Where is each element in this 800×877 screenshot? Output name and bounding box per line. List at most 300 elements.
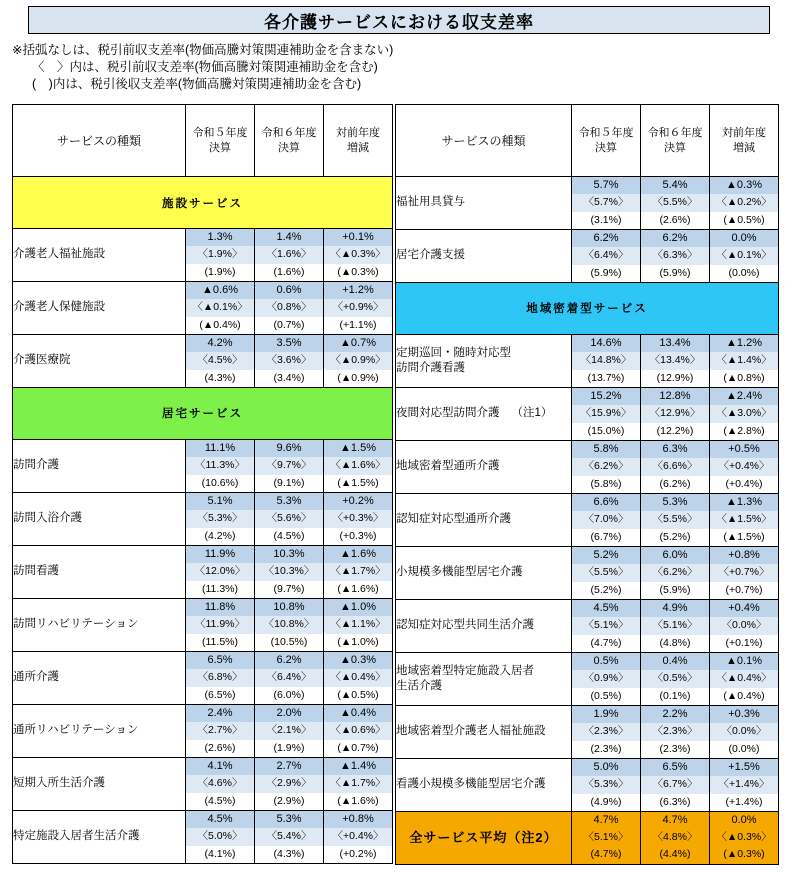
service-name: 認知症対応型通所介護	[396, 513, 511, 526]
cell-row-delta	[710, 758, 779, 811]
value-pretax-nosubsidy: +0.3%	[710, 706, 778, 723]
value-pretax-nosubsidy: 5.0%	[572, 759, 640, 776]
value-pretax-subsidy: 〈▲1.4%〉	[710, 352, 778, 369]
value-pretax-nosubsidy: 5.8%	[572, 441, 640, 458]
service-name: 看護小規模多機能型居宅介護	[396, 778, 546, 791]
value-stack	[186, 652, 254, 704]
service-name: 訪問介護	[13, 459, 59, 472]
header-line-2: 決算	[278, 141, 300, 154]
value-pretax-nosubsidy: ▲0.3%	[324, 652, 392, 669]
value-stack	[710, 335, 778, 387]
value-pretax-subsidy: 〈0.0%〉	[710, 617, 778, 634]
value-pretax-subsidy: 〈10.3%〉	[255, 563, 323, 580]
value-aftertax-subsidy: (6.7%)	[572, 529, 640, 546]
table-row	[13, 439, 393, 492]
table-row	[13, 810, 393, 863]
value-pretax-subsidy: 〈0.0%〉	[710, 723, 778, 740]
value-pretax-nosubsidy: ▲0.7%	[324, 335, 392, 352]
left-section-band-row	[13, 387, 393, 439]
table-row	[13, 598, 393, 651]
value-aftertax-subsidy: (5.2%)	[572, 582, 640, 599]
service-name: 夜間対応型訪問介護 （注1）	[396, 407, 553, 420]
cell-row-fy5	[572, 705, 641, 758]
value-pretax-subsidy: 〈0.9%〉	[572, 670, 640, 687]
legend-note-1: 〈 〉内は、税引前収支差率(物価高騰対策関連補助金を含む)	[32, 60, 378, 74]
service-name-cell	[13, 651, 186, 704]
service-name: 短期入所生活介護	[13, 777, 105, 790]
value-stack	[255, 335, 323, 387]
service-name-cell	[396, 705, 572, 758]
cell-row-delta	[324, 598, 393, 651]
table-row	[396, 652, 779, 705]
service-name: 訪問入浴介護	[13, 512, 82, 525]
value-stack	[255, 282, 323, 334]
value-stack	[572, 388, 640, 440]
value-aftertax-subsidy: (9.1%)	[255, 475, 323, 492]
cell-row-fy6	[641, 229, 710, 282]
header-line-1: 令和５年度	[578, 126, 634, 139]
value-aftertax-subsidy: (▲0.8%)	[710, 370, 778, 387]
column-header-fy5	[572, 105, 641, 177]
value-aftertax-subsidy: (▲0.3%)	[324, 264, 392, 281]
value-stack	[641, 812, 709, 864]
column-header-fy5	[186, 105, 255, 177]
section-band-label: 居宅サービス	[13, 387, 393, 439]
cell-row-fy6	[641, 546, 710, 599]
value-aftertax-subsidy: (5.9%)	[641, 265, 709, 282]
value-pretax-nosubsidy: 4.9%	[641, 600, 709, 617]
service-name-cell	[13, 810, 186, 863]
service-name: 定期巡回・随時対応型	[396, 346, 511, 359]
value-pretax-subsidy: 〈5.0%〉	[186, 828, 254, 845]
value-pretax-nosubsidy: ▲1.5%	[324, 440, 392, 457]
value-aftertax-subsidy: (3.4%)	[255, 370, 323, 387]
value-stack	[710, 547, 778, 599]
value-pretax-subsidy: 〈▲0.3%〉	[710, 829, 778, 846]
table-row	[13, 492, 393, 545]
value-pretax-nosubsidy: ▲0.1%	[710, 653, 778, 670]
legend-note-2: ( )内は、税引後収支差率(物価高騰対策関連補助金を含む)	[32, 77, 362, 91]
value-stack	[710, 759, 778, 811]
service-name-cell	[13, 439, 186, 492]
value-pretax-nosubsidy: 0.6%	[255, 282, 323, 299]
value-stack	[324, 811, 392, 863]
value-aftertax-subsidy: (1.6%)	[255, 264, 323, 281]
column-header-fy6	[255, 105, 324, 177]
column-header-service-type: サービスの種類	[13, 105, 186, 177]
value-pretax-subsidy: 〈▲0.4%〉	[710, 670, 778, 687]
value-pretax-subsidy: 〈+0.4%〉	[710, 458, 778, 475]
value-pretax-nosubsidy: 3.5%	[255, 335, 323, 352]
value-pretax-subsidy: 〈13.4%〉	[641, 352, 709, 369]
value-pretax-subsidy: 〈2.7%〉	[186, 722, 254, 739]
value-aftertax-subsidy: (5.9%)	[641, 582, 709, 599]
value-stack	[641, 335, 709, 387]
average-row	[396, 811, 779, 864]
value-pretax-subsidy: 〈5.5%〉	[641, 194, 709, 211]
service-name: 福祉用具貸与	[396, 196, 465, 209]
cell-row-fy5	[572, 229, 641, 282]
value-aftertax-subsidy: (11.3%)	[186, 581, 254, 598]
value-pretax-subsidy: 〈14.8%〉	[572, 352, 640, 369]
value-pretax-subsidy: 〈▲1.7%〉	[324, 775, 392, 792]
value-pretax-subsidy: 〈5.3%〉	[186, 510, 254, 527]
value-pretax-subsidy: 〈▲0.4%〉	[324, 669, 392, 686]
right-table	[395, 104, 779, 865]
table-row	[13, 545, 393, 598]
cell-row-fy5	[572, 599, 641, 652]
value-aftertax-subsidy: (6.2%)	[641, 476, 709, 493]
value-stack	[324, 758, 392, 810]
cell-row-delta	[710, 493, 779, 546]
value-pretax-nosubsidy: ▲0.4%	[324, 705, 392, 722]
value-aftertax-subsidy: (▲0.7%)	[324, 740, 392, 757]
cell-row-delta	[324, 281, 393, 334]
table-row	[396, 758, 779, 811]
value-aftertax-subsidy: (4.3%)	[255, 846, 323, 863]
cell-row-delta	[710, 546, 779, 599]
value-stack	[641, 494, 709, 546]
header-line-1: 対前年度	[336, 126, 380, 139]
cell-row-delta	[710, 229, 779, 282]
value-pretax-nosubsidy: +0.8%	[324, 811, 392, 828]
cell-row-fy6	[641, 599, 710, 652]
value-pretax-subsidy: 〈15.9%〉	[572, 405, 640, 422]
cell-row-fy5	[572, 440, 641, 493]
value-aftertax-subsidy: (0.0%)	[710, 265, 778, 282]
cell-row-fy6	[255, 439, 324, 492]
page-title: 各介護サービスにおける収支差率	[264, 12, 534, 32]
value-stack	[710, 494, 778, 546]
service-name: 介護老人保健施設	[13, 301, 105, 314]
value-stack	[710, 706, 778, 758]
value-aftertax-subsidy: (4.9%)	[572, 794, 640, 811]
value-stack	[324, 652, 392, 704]
cell-row-fy5	[186, 439, 255, 492]
value-pretax-subsidy: 〈6.7%〉	[641, 776, 709, 793]
value-aftertax-subsidy: (+1.1%)	[324, 317, 392, 334]
cell-row-delta	[710, 440, 779, 493]
value-pretax-subsidy: 〈0.8%〉	[255, 299, 323, 316]
table-row	[396, 177, 779, 230]
value-pretax-subsidy: 〈6.4%〉	[255, 669, 323, 686]
value-pretax-nosubsidy: 4.2%	[186, 335, 254, 352]
value-stack	[641, 653, 709, 705]
value-stack	[255, 705, 323, 757]
cell-row-fy6	[255, 598, 324, 651]
value-aftertax-subsidy: (5.9%)	[572, 265, 640, 282]
header-line-2: 決算	[209, 141, 231, 154]
value-aftertax-subsidy: (1.9%)	[255, 740, 323, 757]
value-pretax-nosubsidy: 6.2%	[572, 230, 640, 247]
value-pretax-nosubsidy: 14.6%	[572, 335, 640, 352]
cell-row-fy5	[186, 334, 255, 387]
cell-row-delta	[324, 334, 393, 387]
cell-row-fy5	[572, 387, 641, 440]
table-row	[13, 281, 393, 334]
header-line-1: 令和６年度	[647, 126, 703, 139]
value-pretax-nosubsidy: 9.6%	[255, 440, 323, 457]
value-pretax-subsidy: 〈▲1.1%〉	[324, 616, 392, 633]
value-aftertax-subsidy: (10.5%)	[255, 634, 323, 651]
value-pretax-nosubsidy: 15.2%	[572, 388, 640, 405]
value-pretax-subsidy: 〈▲1.5%〉	[710, 511, 778, 528]
value-aftertax-subsidy: (9.7%)	[255, 581, 323, 598]
value-pretax-nosubsidy: ▲1.0%	[324, 599, 392, 616]
cell-row-fy6	[255, 545, 324, 598]
value-aftertax-subsidy: (6.0%)	[255, 687, 323, 704]
value-stack	[641, 388, 709, 440]
value-pretax-subsidy: 〈▲0.2%〉	[710, 194, 778, 211]
value-aftertax-subsidy: (+1.4%)	[710, 794, 778, 811]
value-pretax-nosubsidy: 11.9%	[186, 546, 254, 563]
value-aftertax-subsidy: (▲0.9%)	[324, 370, 392, 387]
value-stack	[186, 282, 254, 334]
value-pretax-subsidy: 〈▲0.9%〉	[324, 352, 392, 369]
value-pretax-subsidy: 〈+0.7%〉	[710, 564, 778, 581]
value-aftertax-subsidy: (▲1.6%)	[324, 581, 392, 598]
value-pretax-subsidy: 〈0.5%〉	[641, 670, 709, 687]
value-pretax-nosubsidy: 0.0%	[710, 230, 778, 247]
value-pretax-subsidy: 〈+0.9%〉	[324, 299, 392, 316]
value-stack	[324, 440, 392, 492]
value-stack	[710, 388, 778, 440]
value-pretax-nosubsidy: ▲2.4%	[710, 388, 778, 405]
column-header-fy6	[641, 105, 710, 177]
value-pretax-subsidy: 〈5.1%〉	[572, 617, 640, 634]
value-pretax-nosubsidy: 4.7%	[572, 812, 640, 829]
value-stack	[324, 493, 392, 545]
cell-row-delta	[710, 652, 779, 705]
column-header-service-type: サービスの種類	[396, 105, 572, 177]
service-name-cell	[13, 598, 186, 651]
value-stack	[255, 493, 323, 545]
value-pretax-subsidy: 〈+1.4%〉	[710, 776, 778, 793]
value-pretax-subsidy: 〈7.0%〉	[572, 511, 640, 528]
value-pretax-nosubsidy: +0.1%	[324, 229, 392, 246]
value-aftertax-subsidy: (+0.4%)	[710, 476, 778, 493]
service-name-cell	[396, 440, 572, 493]
value-stack	[186, 758, 254, 810]
value-stack	[324, 335, 392, 387]
value-pretax-nosubsidy: 1.4%	[255, 229, 323, 246]
value-stack	[572, 230, 640, 282]
cell-row-delta	[710, 334, 779, 387]
value-pretax-nosubsidy: 1.9%	[572, 706, 640, 723]
service-name-cell	[396, 334, 572, 387]
service-name-cell	[396, 758, 572, 811]
table-row	[396, 334, 779, 387]
service-name-cell	[396, 229, 572, 282]
cell-row-delta	[324, 704, 393, 757]
value-pretax-nosubsidy: 10.8%	[255, 599, 323, 616]
value-stack	[710, 177, 778, 229]
legend-notes	[12, 42, 782, 93]
cell-row-fy5	[572, 334, 641, 387]
value-pretax-nosubsidy: ▲1.3%	[710, 494, 778, 511]
value-aftertax-subsidy: (+0.2%)	[324, 846, 392, 863]
value-pretax-nosubsidy: 11.8%	[186, 599, 254, 616]
value-stack	[186, 493, 254, 545]
value-pretax-subsidy: 〈▲3.0%〉	[710, 405, 778, 422]
page-title-bar	[28, 6, 770, 34]
left-section-band-row	[13, 177, 393, 229]
cell-row-fy6	[255, 757, 324, 810]
cell-row-fy5	[186, 757, 255, 810]
value-aftertax-subsidy: (2.3%)	[641, 741, 709, 758]
service-name-cell	[396, 599, 572, 652]
value-pretax-nosubsidy: 5.1%	[186, 493, 254, 510]
value-aftertax-subsidy: (11.5%)	[186, 634, 254, 651]
value-stack	[641, 441, 709, 493]
column-header-delta	[710, 105, 779, 177]
value-pretax-subsidy: 〈6.2%〉	[641, 564, 709, 581]
cell-row-fy5	[186, 545, 255, 598]
value-pretax-subsidy: 〈6.2%〉	[572, 458, 640, 475]
service-name-cell	[13, 229, 186, 282]
cell-row-fy6	[255, 651, 324, 704]
value-aftertax-subsidy: (2.6%)	[186, 740, 254, 757]
service-name: 小規模多機能型居宅介護	[396, 566, 523, 579]
cell-row-fy6	[255, 704, 324, 757]
value-aftertax-subsidy: (▲1.5%)	[324, 475, 392, 492]
value-pretax-subsidy: 〈5.6%〉	[255, 510, 323, 527]
value-pretax-nosubsidy: ▲1.6%	[324, 546, 392, 563]
service-name: 全サービス平均（注2）	[409, 830, 558, 846]
value-aftertax-subsidy: (▲1.6%)	[324, 793, 392, 810]
value-pretax-nosubsidy: 13.4%	[641, 335, 709, 352]
cell-row-delta	[324, 545, 393, 598]
cell-row-fy6	[255, 281, 324, 334]
value-pretax-nosubsidy: 5.4%	[641, 177, 709, 194]
value-pretax-subsidy: 〈6.6%〉	[641, 458, 709, 475]
value-stack	[255, 546, 323, 598]
value-pretax-subsidy: 〈12.0%〉	[186, 563, 254, 580]
value-stack	[572, 812, 640, 864]
cell-row-fy6	[641, 811, 710, 864]
value-stack	[255, 440, 323, 492]
value-stack	[710, 653, 778, 705]
value-aftertax-subsidy: (4.5%)	[255, 528, 323, 545]
value-pretax-nosubsidy: 12.8%	[641, 388, 709, 405]
header-line-1: 令和６年度	[261, 126, 317, 139]
value-pretax-nosubsidy: 5.3%	[641, 494, 709, 511]
value-aftertax-subsidy: (13.7%)	[572, 370, 640, 387]
value-pretax-nosubsidy: 4.7%	[641, 812, 709, 829]
value-stack	[572, 547, 640, 599]
header-line-2: 増減	[347, 141, 369, 154]
column-header-delta	[324, 105, 393, 177]
value-aftertax-subsidy: (4.5%)	[186, 793, 254, 810]
value-pretax-subsidy: 〈5.1%〉	[641, 617, 709, 634]
value-pretax-nosubsidy: 6.2%	[255, 652, 323, 669]
cell-row-fy6	[255, 810, 324, 863]
value-pretax-nosubsidy: 5.2%	[572, 547, 640, 564]
value-pretax-nosubsidy: ▲0.3%	[710, 177, 778, 194]
value-aftertax-subsidy: (4.8%)	[641, 635, 709, 652]
value-aftertax-subsidy: (1.9%)	[186, 264, 254, 281]
value-pretax-subsidy: 〈▲0.1%〉	[186, 299, 254, 316]
value-stack	[324, 229, 392, 281]
table-row	[13, 704, 393, 757]
cell-row-fy5	[572, 652, 641, 705]
value-pretax-nosubsidy: ▲1.2%	[710, 335, 778, 352]
value-stack	[186, 440, 254, 492]
value-aftertax-subsidy: (+0.7%)	[710, 582, 778, 599]
cell-row-fy6	[641, 440, 710, 493]
section-band-label: 地域密着型サービス	[396, 282, 779, 334]
header-line-1: 令和５年度	[192, 126, 248, 139]
table-row	[396, 705, 779, 758]
value-pretax-nosubsidy: +0.4%	[710, 600, 778, 617]
cell-row-fy5	[186, 281, 255, 334]
value-stack	[641, 600, 709, 652]
value-pretax-nosubsidy: 10.3%	[255, 546, 323, 563]
service-name-cell	[396, 546, 572, 599]
service-name: 介護老人福祉施設	[13, 248, 105, 261]
value-stack	[641, 759, 709, 811]
value-aftertax-subsidy: (15.0%)	[572, 423, 640, 440]
value-pretax-subsidy: 〈1.9%〉	[186, 246, 254, 263]
value-pretax-subsidy: 〈5.7%〉	[572, 194, 640, 211]
table-row	[13, 334, 393, 387]
value-pretax-subsidy: 〈6.8%〉	[186, 669, 254, 686]
value-stack	[255, 652, 323, 704]
value-stack	[710, 230, 778, 282]
cell-row-delta	[324, 492, 393, 545]
value-pretax-nosubsidy: 5.3%	[255, 493, 323, 510]
value-pretax-subsidy: 〈11.9%〉	[186, 616, 254, 633]
service-name: 訪問看護	[13, 565, 59, 578]
service-name: 居宅介護支援	[396, 249, 465, 262]
tables-wrapper	[12, 104, 788, 865]
table-row	[396, 440, 779, 493]
value-pretax-subsidy: 〈+0.3%〉	[324, 510, 392, 527]
service-name-cell	[13, 334, 186, 387]
value-stack	[572, 494, 640, 546]
value-pretax-subsidy: 〈▲0.1%〉	[710, 247, 778, 264]
cell-row-delta	[324, 229, 393, 282]
cell-row-fy5	[572, 758, 641, 811]
value-pretax-subsidy: 〈11.3%〉	[186, 457, 254, 474]
table-row	[13, 757, 393, 810]
value-aftertax-subsidy: (▲0.4%)	[186, 317, 254, 334]
service-name-cell	[396, 811, 572, 864]
service-name-cell	[396, 652, 572, 705]
service-name-cell	[13, 281, 186, 334]
value-pretax-nosubsidy: 6.0%	[641, 547, 709, 564]
table-row	[396, 599, 779, 652]
value-pretax-subsidy: 〈5.3%〉	[572, 776, 640, 793]
value-aftertax-subsidy: (4.3%)	[186, 370, 254, 387]
header-line-2: 決算	[664, 141, 686, 154]
value-pretax-nosubsidy: +0.5%	[710, 441, 778, 458]
cell-row-fy5	[572, 177, 641, 230]
value-pretax-nosubsidy: +1.2%	[324, 282, 392, 299]
table-row	[13, 651, 393, 704]
cell-row-delta	[710, 387, 779, 440]
value-pretax-nosubsidy: 6.6%	[572, 494, 640, 511]
cell-row-fy5	[186, 651, 255, 704]
left-table	[12, 104, 393, 864]
value-aftertax-subsidy: (2.9%)	[255, 793, 323, 810]
value-aftertax-subsidy: (▲0.4%)	[710, 688, 778, 705]
value-aftertax-subsidy: (5.2%)	[641, 529, 709, 546]
cell-row-delta	[324, 757, 393, 810]
value-aftertax-subsidy: (▲0.5%)	[710, 212, 778, 229]
value-aftertax-subsidy: (12.9%)	[641, 370, 709, 387]
value-stack	[710, 600, 778, 652]
